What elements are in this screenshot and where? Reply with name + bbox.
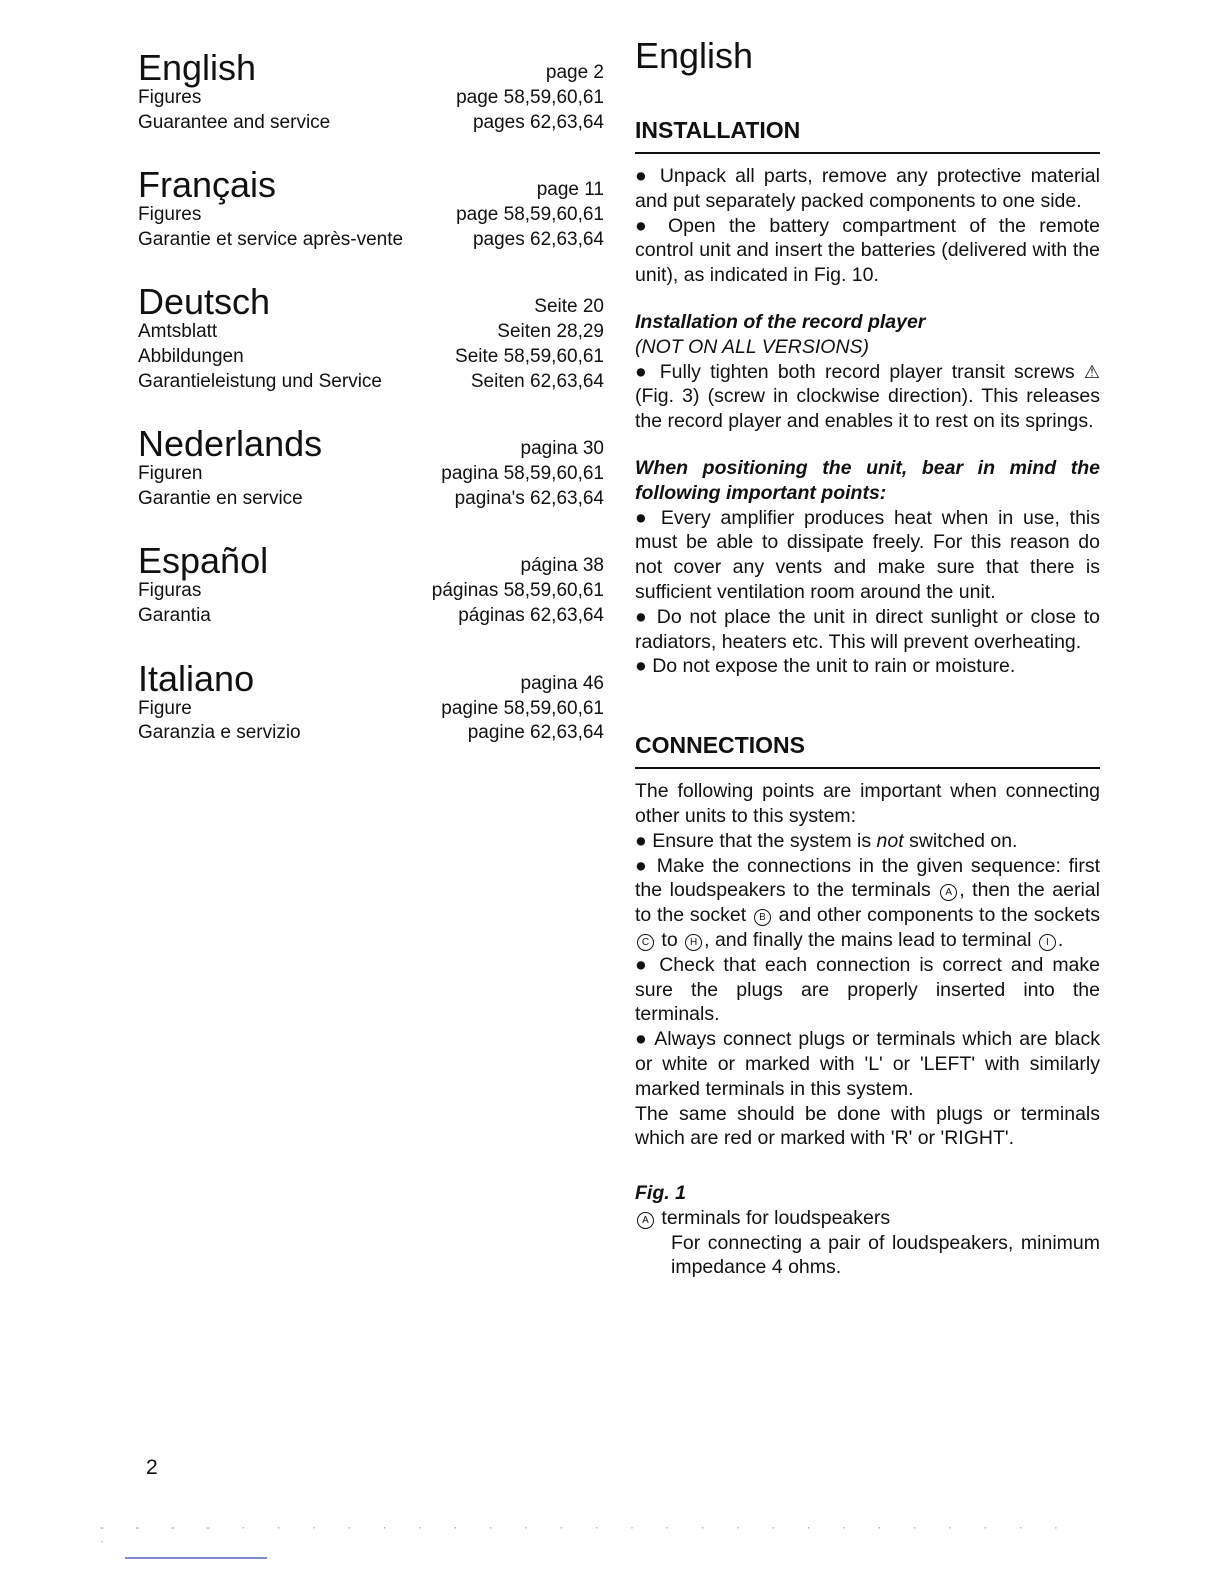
circled-letter-a-icon: A <box>940 884 957 901</box>
page-number: 2 <box>146 1456 158 1479</box>
paragraph-text: , then the aerial to the socket <box>635 879 1100 927</box>
toc-row-page: Seiten 28,29 <box>497 321 604 343</box>
toc-row <box>138 579 608 604</box>
toc-language-page: página 38 <box>520 555 604 577</box>
toc-section-deutsch <box>138 270 608 394</box>
toc-language-title: Español <box>138 540 269 582</box>
scan-artifact-line <box>125 1557 267 1559</box>
toc-language-page: page 11 <box>536 179 604 201</box>
connections-paragraph: ● Always connect plugs or terminals which are black or white or marked with 'L' or 'LEFT' with similarly marked terminals in this system. <box>635 1028 1100 1100</box>
toc-row-label: Amtsblatt <box>138 321 218 343</box>
scan-noise: - - - - · · · · · · · · · · · · · · · · · · · · · · · · · <box>100 1520 1072 1548</box>
toc-row-label: Figuras <box>138 580 202 602</box>
toc-row-label: Figures <box>138 87 202 108</box>
toc-row-label: Figures <box>138 204 202 226</box>
toc-row-label: Garantie et service après-vente <box>138 228 404 250</box>
figure-label: Fig. 1 <box>635 1182 686 1205</box>
toc-row <box>138 697 608 722</box>
figure-description: For connecting a pair of loudspeakers, minimum impedance 4 ohms. <box>671 1231 1100 1279</box>
installation-paragraph: ● Do not expose the unit to rain or moisture. <box>635 655 1016 678</box>
toc-row <box>138 604 608 629</box>
toc-row <box>138 487 608 512</box>
toc-language-title: Deutsch <box>138 281 271 323</box>
connections-paragraph: The following points are important when connecting other units to this system: <box>635 780 1100 827</box>
paragraph-text: switched on. <box>903 829 1018 852</box>
circled-letter-b-icon: B <box>754 909 771 926</box>
paragraph-text: , and finally the mains lead to terminal <box>704 928 1037 951</box>
installation-paragraph <box>635 360 1100 434</box>
emphasis-not: not <box>876 829 904 852</box>
toc-language-title: English <box>138 47 257 88</box>
circled-letter-h-icon: H <box>685 934 702 951</box>
toc-section-italiano <box>138 647 608 746</box>
toc-language-page: Seite 20 <box>534 296 604 318</box>
toc-row <box>138 86 608 111</box>
paragraph-text: and other components to the sockets <box>772 904 1100 927</box>
toc-row-label: Abbildungen <box>138 345 244 367</box>
toc-row-label: Guarantee and service <box>138 111 331 133</box>
circled-letter-c-icon: C <box>637 934 654 951</box>
circled-letter-i-icon: I <box>1039 934 1056 951</box>
toc-row <box>138 462 608 487</box>
paragraph-text: to <box>656 928 684 951</box>
paragraph-text: ● Fully tighten both record player transit screws <box>635 360 1075 383</box>
toc-language-title: Italiano <box>138 657 255 699</box>
toc-row <box>138 370 608 395</box>
warning-triangle-icon: ⚠ <box>1083 361 1100 382</box>
paragraph-text: . <box>1057 928 1064 951</box>
toc-row-page: Seite 58,59,60,61 <box>455 345 604 367</box>
toc-row-page: page 58,59,60,61 <box>456 87 604 108</box>
figure-item-text: terminals for loudspeakers <box>661 1206 891 1229</box>
toc-row <box>138 228 608 253</box>
toc-row-label: Garantia <box>138 604 211 626</box>
installation-paragraph: ● Unpack all parts, remove any protective material and put separately packed components to one side. <box>635 165 1100 212</box>
toc-row-label: Figure <box>138 697 192 719</box>
toc-language-title: Français <box>138 164 277 206</box>
toc-row-label: Garantieleistung und Service <box>138 370 382 392</box>
toc-row-label: Garanzia e servizio <box>138 722 301 744</box>
installation-heading: INSTALLATION <box>635 116 1100 154</box>
connections-paragraph: The same should be done with plugs or terminals which are red or marked with 'R' or 'RIGHT'. <box>635 1102 1100 1150</box>
toc-row-page: pages 62,63,64 <box>472 228 604 250</box>
toc-section-francais <box>138 153 608 252</box>
installation-paragraph: ● Every amplifier produces heat when in use, this must be able to dissipate freely. For this reason do not cover any vents and make sure that there is sufficient ventilation room around the unit. <box>635 506 1100 603</box>
toc-language-page: pagina 30 <box>520 438 604 460</box>
toc-row <box>138 721 608 746</box>
installation-paragraph: ● Do not place the unit in direct sunlight or close to radiators, heaters etc. This will prevent overheating. <box>635 605 1100 653</box>
toc-row-page: páginas 58,59,60,61 <box>431 580 604 602</box>
toc-row-page: pagine 62,63,64 <box>467 722 604 744</box>
connections-paragraph <box>635 829 1100 854</box>
circled-letter-a-icon: A <box>637 1212 654 1229</box>
toc-row <box>138 203 608 228</box>
toc-section-nederlands <box>138 412 608 511</box>
toc-row-label: Garantie en service <box>138 487 303 509</box>
toc-row <box>138 345 608 370</box>
toc-language-page: pagina 46 <box>520 672 604 694</box>
subheading-record-player: Installation of the record player <box>635 310 926 333</box>
toc-row-page: pagina's 62,63,64 <box>454 487 604 509</box>
toc-row <box>138 111 608 136</box>
toc-section-espanol <box>138 529 608 628</box>
installation-paragraph: ● Open the battery compartment of the remote control unit and insert the batteries (delivered with the unit), as indicated in Fig. 10. <box>635 214 1100 287</box>
connections-heading: CONNECTIONS <box>635 731 1100 769</box>
toc-language-title: Nederlands <box>138 423 323 465</box>
toc-row-page: pages 62,63,64 <box>472 111 604 133</box>
toc-language-page: page 2 <box>545 62 604 83</box>
connections-paragraph: ● Check that each connection is correct and make sure the plugs are properly inserted into the terminals. <box>635 953 1100 1026</box>
toc-row <box>138 320 608 345</box>
paragraph-text: ● Ensure that the system is <box>635 829 877 852</box>
toc-row-page: Seiten 62,63,64 <box>470 370 604 392</box>
paragraph-text: ● Make the connections in the given sequence: first the loudspeakers to the terminals <box>635 854 1100 902</box>
table-of-contents <box>138 36 608 764</box>
toc-row-label: Figuren <box>138 463 203 485</box>
connections-paragraph <box>635 854 1100 953</box>
figure-item <box>635 1206 1100 1231</box>
instructions-column <box>635 36 1100 1280</box>
toc-row-page: páginas 62,63,64 <box>458 604 604 626</box>
paragraph-text: (Fig. 3) (screw in clockwise direction). This releases the record player and enables it to rest on its springs. <box>635 385 1100 433</box>
subheading-versions-note: (NOT ON ALL VERSIONS) <box>635 335 870 358</box>
toc-row-page: page 58,59,60,61 <box>456 204 604 226</box>
toc-row-page: pagina 58,59,60,61 <box>441 463 604 485</box>
toc-row-page: pagine 58,59,60,61 <box>441 697 604 719</box>
toc-section-english <box>138 36 608 135</box>
subheading-positioning: When positioning the unit, bear in mind the following important points: <box>635 456 1100 504</box>
page-title: English <box>635 35 754 76</box>
